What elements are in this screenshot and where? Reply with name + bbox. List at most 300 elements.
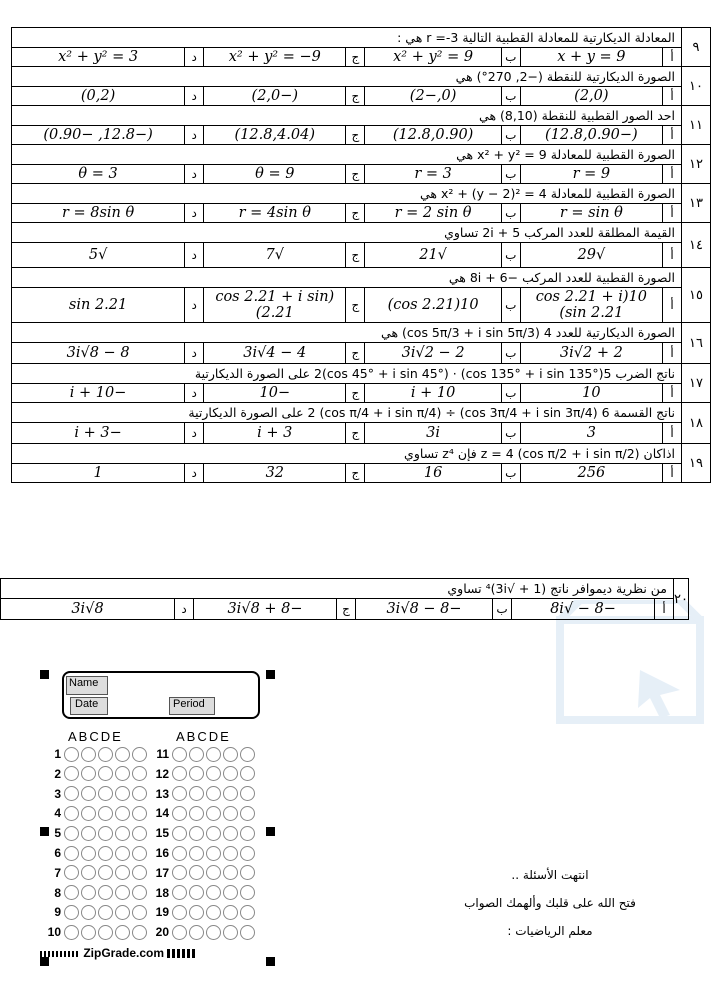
answer-bubble[interactable]: [98, 786, 113, 801]
options-row: [12, 87, 682, 106]
answer-bubble[interactable]: [115, 826, 130, 841]
question-text: القيمة المطلقة للعدد المركب 5 + 2i تساوي: [12, 223, 682, 243]
option-letter: ج: [345, 87, 364, 105]
option-3[interactable]: [203, 384, 364, 402]
answer-bubble[interactable]: [206, 905, 221, 920]
option-2[interactable]: [364, 464, 519, 482]
options-row: [12, 343, 682, 364]
options-row: [12, 423, 682, 444]
option-letter: ب: [501, 126, 520, 144]
option-1[interactable]: [520, 343, 681, 363]
answer-row: [153, 785, 257, 803]
option-letter: ج: [336, 599, 355, 619]
option-value: θ = 9: [203, 165, 345, 183]
answer-sheet: [40, 665, 275, 965]
question-number: ١٦: [682, 323, 711, 364]
date-label: Date: [75, 698, 99, 710]
options-row: [12, 288, 682, 323]
answer-bubble[interactable]: [240, 786, 255, 801]
closing-notes: [440, 868, 660, 952]
question-text: اذاكان z = 4 (cos π/2 + i sin π/2) فإن z⁴ تساوي: [12, 444, 682, 464]
option-1[interactable]: [520, 288, 681, 322]
option-3[interactable]: [203, 288, 364, 322]
answer-bubble[interactable]: [115, 786, 130, 801]
answer-bubble[interactable]: [81, 905, 96, 920]
option-letter: ب: [501, 48, 520, 66]
question-number: ١٤: [682, 223, 711, 268]
option-1[interactable]: [520, 243, 681, 267]
answer-bubble[interactable]: [172, 806, 187, 821]
answer-bubble[interactable]: [240, 925, 255, 940]
option-letter: أ: [662, 204, 681, 222]
option-value: (cos 2.21 + i sin 2.21): [203, 288, 345, 322]
option-letter: أ: [662, 165, 681, 183]
answer-bubble[interactable]: [81, 786, 96, 801]
answer-row: [45, 844, 149, 862]
option-3[interactable]: [203, 464, 364, 482]
option-2[interactable]: [364, 243, 519, 267]
answer-bubble[interactable]: [206, 826, 221, 841]
option-2[interactable]: [364, 423, 519, 443]
answer-bubble[interactable]: [132, 925, 147, 940]
option-value: r = 3: [364, 165, 500, 183]
option-value: x² + y² = −9: [203, 48, 345, 66]
option-letter: أ: [662, 343, 681, 363]
options-row: [12, 204, 682, 223]
answer-row: [153, 903, 257, 921]
answer-row: [45, 884, 149, 902]
answer-bubble[interactable]: [172, 766, 187, 781]
option-letter: ج: [345, 204, 364, 222]
option-1[interactable]: [520, 87, 681, 105]
option-4[interactable]: [12, 165, 203, 183]
question-number: ١٩: [682, 444, 711, 483]
answer-row-number: 11: [156, 747, 169, 761]
option-1[interactable]: [520, 464, 681, 482]
answer-bubble[interactable]: [189, 925, 204, 940]
option-4[interactable]: [12, 384, 203, 402]
option-4[interactable]: [12, 343, 203, 363]
answer-row: [45, 903, 149, 921]
option-1[interactable]: [520, 165, 681, 183]
option-3[interactable]: [203, 87, 364, 105]
answer-bubble[interactable]: [98, 747, 113, 762]
option-letter: ج: [345, 165, 364, 183]
option-value: (−12.8, −0.90): [43, 127, 153, 143]
answer-bubble[interactable]: [189, 826, 204, 841]
answer-bubble[interactable]: [132, 865, 147, 880]
option-value: (12.8,4.04): [203, 126, 345, 144]
option-value: 3: [520, 423, 662, 443]
answer-bubble[interactable]: [115, 766, 130, 781]
answer-bubble[interactable]: [98, 885, 113, 900]
option-letter: أ: [662, 243, 681, 267]
option-1[interactable]: [520, 126, 681, 144]
answer-row-number: 18: [155, 885, 169, 900]
option-letter: ج: [345, 464, 364, 482]
option-value: 16: [364, 464, 500, 482]
answer-bubble[interactable]: [223, 865, 238, 880]
answer-row-number: 12: [155, 766, 169, 781]
option-letter: أ: [662, 464, 681, 482]
option-value: (0,−2): [364, 87, 500, 105]
answer-bubble[interactable]: [64, 865, 79, 880]
option-value: (−12.8,0.90): [520, 126, 662, 144]
answer-bubble[interactable]: [223, 905, 238, 920]
answer-bubble[interactable]: [81, 766, 96, 781]
answer-bubble[interactable]: [81, 826, 96, 841]
question-number: ٩: [682, 28, 711, 67]
zipgrade-footer: [40, 946, 195, 960]
option-3[interactable]: [203, 204, 364, 222]
answer-bubble[interactable]: [81, 885, 96, 900]
option-value: √5: [88, 247, 108, 263]
answer-bubble[interactable]: [206, 806, 221, 821]
answer-bubble[interactable]: [98, 826, 113, 841]
answer-bubble[interactable]: [132, 766, 147, 781]
option-letter: ب: [501, 384, 520, 402]
good-luck-line: فتح الله على قلبك وألهمك الصواب: [464, 896, 636, 910]
option-letter: ب: [501, 204, 520, 222]
answer-bubble[interactable]: [64, 786, 79, 801]
answer-row-number: 7: [54, 865, 61, 880]
option-letter: ج: [345, 423, 364, 443]
option-value: 10: [520, 384, 662, 402]
answer-bubble[interactable]: [115, 865, 130, 880]
question-number: ١٠: [682, 67, 711, 106]
option-letter: أ: [662, 384, 681, 402]
options-row: [12, 48, 682, 67]
option-letter: ج: [345, 126, 364, 144]
option-2[interactable]: [364, 165, 519, 183]
option-2[interactable]: [364, 126, 519, 144]
option-3[interactable]: [203, 48, 364, 66]
answer-row: [45, 804, 149, 822]
answer-bubble[interactable]: [223, 885, 238, 900]
answer-bubble[interactable]: [189, 885, 204, 900]
answer-bubble[interactable]: [81, 747, 96, 762]
registration-mark: [40, 670, 49, 679]
option-4[interactable]: [12, 48, 203, 66]
option-1[interactable]: [511, 599, 673, 619]
answer-row: [45, 864, 149, 882]
teacher-line: معلم الرياضيات :: [507, 924, 593, 938]
answer-bubble[interactable]: [132, 826, 147, 841]
answer-bubble[interactable]: [206, 865, 221, 880]
answer-bubble[interactable]: [98, 865, 113, 880]
answer-bubble[interactable]: [189, 766, 204, 781]
answer-bubble[interactable]: [206, 786, 221, 801]
option-value: −8 − 8√3i: [355, 599, 492, 619]
answer-row-number: 2: [54, 766, 61, 781]
answer-bubble[interactable]: [172, 865, 187, 880]
answer-row: [153, 884, 257, 902]
answer-bubble[interactable]: [172, 905, 187, 920]
choices-header-left: ABCDE: [68, 729, 123, 744]
option-letter: د: [184, 423, 203, 443]
answer-bubble[interactable]: [98, 766, 113, 781]
option-letter: ج: [345, 288, 364, 322]
question-number: ١٨: [682, 403, 711, 444]
option-value: −8 − √8i: [511, 599, 654, 619]
registration-mark: [266, 957, 275, 966]
answer-row-number: 4: [54, 806, 61, 821]
answer-bubble[interactable]: [240, 826, 255, 841]
option-value: (−2,0): [203, 87, 345, 105]
option-4[interactable]: [12, 126, 203, 144]
options-row: [12, 165, 682, 184]
period-label: Period: [173, 698, 205, 710]
answer-row: [153, 765, 257, 783]
answer-bubble[interactable]: [189, 846, 204, 861]
answer-bubble[interactable]: [223, 786, 238, 801]
answer-bubble[interactable]: [223, 766, 238, 781]
answer-bubble[interactable]: [172, 747, 187, 762]
answer-bubble[interactable]: [172, 925, 187, 940]
answer-bubble[interactable]: [81, 806, 96, 821]
answer-bubble[interactable]: [64, 747, 79, 762]
date-label-box: [70, 697, 108, 715]
answer-row: [45, 824, 149, 842]
option-value: r = 9: [520, 165, 662, 183]
option-2[interactable]: [364, 384, 519, 402]
answer-row-number: 5: [54, 826, 61, 841]
option-1[interactable]: [520, 204, 681, 222]
option-value: 2 + 2√3i: [520, 343, 662, 363]
answer-row: [153, 824, 257, 842]
answer-bubble[interactable]: [206, 846, 221, 861]
answer-row-number: 19: [155, 905, 169, 920]
answer-bubble[interactable]: [64, 925, 79, 940]
option-letter: د: [184, 204, 203, 222]
option-4[interactable]: [12, 204, 203, 222]
question-20-table: [0, 578, 689, 620]
answer-bubble[interactable]: [189, 905, 204, 920]
question-text: الصورة القطبية للعدد المركب −6 + 8i هي: [12, 268, 682, 288]
option-letter: ب: [501, 87, 520, 105]
option-2[interactable]: [364, 204, 519, 222]
question-text: من نظرية ديموافر ناتج (1 + √3i)⁴ تساوي: [1, 579, 674, 599]
answer-bubble[interactable]: [189, 806, 204, 821]
answer-row-number: 3: [54, 786, 61, 801]
answer-bubble[interactable]: [98, 905, 113, 920]
end-of-questions: انتهت الأسئلة ..: [511, 868, 589, 882]
answer-bubble[interactable]: [115, 925, 130, 940]
answer-bubble[interactable]: [240, 806, 255, 821]
question-text: الصورة القطبية للمعادلة x² + y² = 9 هي: [12, 145, 682, 165]
answer-bubble[interactable]: [240, 747, 255, 762]
option-letter: أ: [662, 87, 681, 105]
options-row: [1, 599, 674, 620]
answer-bubble[interactable]: [98, 925, 113, 940]
answer-bubble[interactable]: [172, 885, 187, 900]
answer-bubble[interactable]: [223, 826, 238, 841]
option-value: θ = 3: [78, 166, 118, 182]
answer-bubble[interactable]: [172, 786, 187, 801]
option-letter: ب: [492, 599, 511, 619]
qr-strip-icon: [167, 949, 195, 958]
answer-bubble[interactable]: [240, 865, 255, 880]
answer-bubble[interactable]: [115, 806, 130, 821]
answer-bubble[interactable]: [223, 846, 238, 861]
questions-table: [11, 27, 711, 483]
answer-bubble[interactable]: [189, 747, 204, 762]
option-4[interactable]: [12, 423, 203, 443]
option-value: 8 − 8√3i: [66, 345, 130, 361]
question-text: احد الصور القطبية للنقطة (8,10) هي: [12, 106, 682, 126]
answer-row: [153, 804, 257, 822]
option-letter: أ: [662, 423, 681, 443]
answer-bubble[interactable]: [81, 846, 96, 861]
option-4[interactable]: [12, 243, 203, 267]
option-value: √21: [364, 243, 500, 267]
answer-row: [45, 785, 149, 803]
answer-row: [153, 864, 257, 882]
answer-row: [153, 923, 257, 941]
question-text: الصورة الديكارتية للنقطة (−2, 270°) هي: [12, 67, 682, 87]
option-2[interactable]: [364, 87, 519, 105]
zipgrade-brand: ZipGrade.com: [83, 946, 165, 960]
option-4[interactable]: [12, 464, 203, 482]
option-value: −10: [203, 384, 345, 402]
option-letter: د: [184, 464, 203, 482]
option-value: 8√3i: [71, 601, 104, 617]
answer-bubble[interactable]: [206, 747, 221, 762]
option-value: 10 + i: [364, 384, 500, 402]
name-label: Name: [69, 677, 99, 689]
answer-row-number: 6: [54, 846, 61, 860]
answer-bubble[interactable]: [81, 865, 96, 880]
option-letter: ب: [501, 288, 520, 322]
option-3[interactable]: [203, 343, 364, 363]
option-4[interactable]: [1, 599, 193, 619]
option-letter: د: [184, 87, 203, 105]
answer-bubble[interactable]: [115, 846, 130, 861]
option-letter: د: [184, 288, 203, 322]
answer-bubble[interactable]: [223, 925, 238, 940]
option-3[interactable]: [203, 165, 364, 183]
answer-row: [45, 745, 149, 763]
option-letter: د: [184, 384, 203, 402]
option-letter: د: [184, 48, 203, 66]
option-value: x² + y² = 3: [58, 49, 139, 65]
answer-bubble[interactable]: [132, 806, 147, 821]
question-number: ١٢: [682, 145, 711, 184]
answer-row-number: 9: [54, 905, 61, 920]
option-2[interactable]: [364, 343, 519, 363]
option-letter: أ: [662, 48, 681, 66]
option-3[interactable]: [203, 126, 364, 144]
option-4[interactable]: [12, 87, 203, 105]
answer-bubble[interactable]: [115, 905, 130, 920]
option-letter: د: [184, 343, 203, 363]
answer-bubble[interactable]: [206, 766, 221, 781]
option-3[interactable]: [203, 423, 364, 443]
answer-bubble[interactable]: [240, 885, 255, 900]
option-2[interactable]: [364, 48, 519, 66]
answer-bubble[interactable]: [132, 846, 147, 861]
option-3[interactable]: [193, 599, 355, 619]
answer-bubble[interactable]: [64, 846, 79, 861]
answer-bubble[interactable]: [206, 925, 221, 940]
option-1[interactable]: [520, 48, 681, 66]
answer-row: [153, 844, 257, 862]
options-row: [12, 126, 682, 145]
barcode-icon: [40, 951, 80, 957]
answer-bubble[interactable]: [115, 747, 130, 762]
answer-bubble[interactable]: [115, 885, 130, 900]
question-number: ١١: [682, 106, 711, 145]
answer-bubble[interactable]: [240, 905, 255, 920]
answer-row: [153, 745, 257, 763]
answer-row-number: 15: [155, 826, 169, 841]
option-4[interactable]: [12, 288, 203, 322]
option-value: √29: [520, 243, 662, 267]
answer-bubble[interactable]: [132, 786, 147, 801]
answer-bubble[interactable]: [172, 846, 187, 861]
answer-bubble[interactable]: [189, 865, 204, 880]
answer-row: [45, 765, 149, 783]
option-value: r = 4sin θ: [203, 204, 345, 222]
option-letter: أ: [654, 599, 673, 619]
option-value: √7: [203, 243, 345, 267]
option-value: −3 + i: [74, 425, 122, 441]
answer-bubble[interactable]: [98, 846, 113, 861]
option-value: r = 8sin θ: [61, 205, 135, 221]
question-number: ١٣: [682, 184, 711, 223]
registration-mark: [266, 670, 275, 679]
option-2[interactable]: [355, 599, 511, 619]
question-number: ١٥: [682, 268, 711, 323]
option-value: 4 − 4√3i: [203, 343, 345, 363]
answer-bubble[interactable]: [206, 885, 221, 900]
option-letter: د: [184, 243, 203, 267]
option-3[interactable]: [203, 243, 364, 267]
answer-bubble[interactable]: [64, 766, 79, 781]
option-value: (0,2): [80, 88, 116, 104]
option-letter: ب: [501, 343, 520, 363]
answer-bubble[interactable]: [132, 747, 147, 762]
answer-bubble[interactable]: [64, 806, 79, 821]
options-row: [12, 384, 682, 403]
option-value: 10(cos 2.21 + i sin 2.21): [520, 288, 662, 322]
answer-bubble[interactable]: [240, 846, 255, 861]
answer-bubble[interactable]: [132, 905, 147, 920]
option-letter: ب: [501, 243, 520, 267]
answer-bubble[interactable]: [98, 806, 113, 821]
option-letter: د: [184, 126, 203, 144]
answer-bubble[interactable]: [64, 826, 79, 841]
answer-bubble[interactable]: [240, 766, 255, 781]
answer-bubble[interactable]: [223, 747, 238, 762]
answer-row-number: 17: [155, 865, 169, 880]
option-2[interactable]: [364, 288, 519, 322]
answer-bubble[interactable]: [64, 905, 79, 920]
option-1[interactable]: [520, 423, 681, 443]
option-1[interactable]: [520, 384, 681, 402]
answer-bubble[interactable]: [189, 786, 204, 801]
options-row: [12, 243, 682, 268]
option-letter: ب: [501, 464, 520, 482]
option-value: 1: [93, 465, 103, 481]
answer-row-number: 16: [155, 846, 169, 860]
answer-bubble[interactable]: [223, 806, 238, 821]
name-date-box: [62, 671, 260, 719]
answer-bubble[interactable]: [132, 885, 147, 900]
answer-bubble[interactable]: [64, 885, 79, 900]
answer-bubble[interactable]: [172, 826, 187, 841]
answer-bubble[interactable]: [81, 925, 96, 940]
